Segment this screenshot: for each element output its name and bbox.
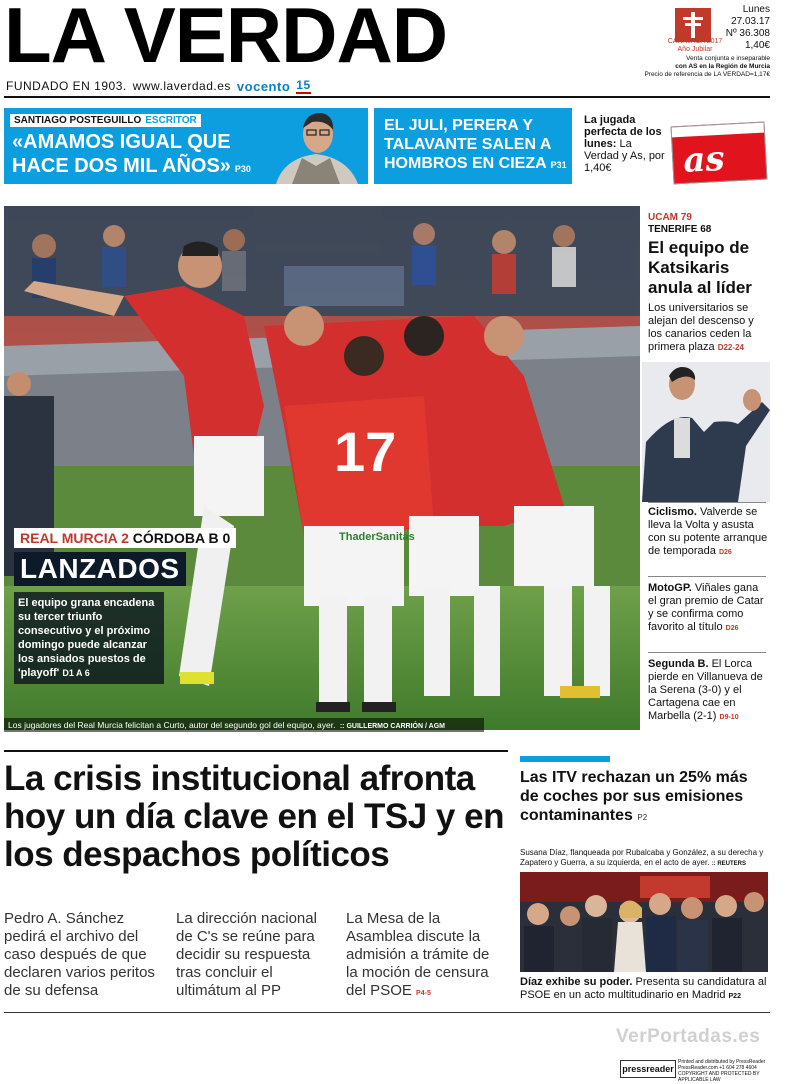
main-column-3[interactable] xyxy=(346,910,504,1003)
brief-text: El Lorca pierde en Villanueva de la Serena (3-0) y el Cartagena cae en Marbella (2-1) xyxy=(648,658,763,722)
itv-headline[interactable] xyxy=(520,768,770,827)
masthead-rule xyxy=(4,96,770,98)
page-ref: P31 xyxy=(550,160,567,170)
jersey-number: 17 xyxy=(334,420,397,483)
promo-interview[interactable] xyxy=(4,108,368,184)
as-logo: as xyxy=(682,138,726,181)
team-away-score: CÓRDOBA B 0 xyxy=(132,530,231,546)
lead-summary xyxy=(14,592,164,684)
edition-number: Nº 36.308 xyxy=(725,28,770,39)
column-text: Pedro A. Sánchez pedirá el archivo del caso después de que declaren varios peritos de su defensa xyxy=(4,910,155,999)
offer-body: La Verdad y As, por 1,40€ xyxy=(584,138,665,174)
promo-headline-text: EL JULI, PERERA Y TALAVANTE SALEN A HOMBROS EN CIEZA xyxy=(384,117,551,172)
match-score xyxy=(14,528,236,548)
photo-credit: :: GUILLERMO CARRIÓN / AGM xyxy=(339,723,445,730)
page-ref: D26 xyxy=(718,549,732,556)
author-role: ESCRITOR xyxy=(145,115,197,126)
column-text: La dirección nacional de C's se reúne para decidir su respuesta tras concluir el ultimátum al PP xyxy=(176,910,317,999)
brief-lead: MotoGP. xyxy=(648,582,692,594)
brief-segunda-b[interactable] xyxy=(648,658,768,724)
brief-text: Valverde se lleva la Volta y asusta con su potente arranque de temporada xyxy=(648,506,768,557)
brief-rule xyxy=(648,576,766,577)
offer-title: La jugada perfecta de los lunes: xyxy=(584,114,662,150)
main-column-1[interactable] xyxy=(4,910,162,1000)
brief-motogp[interactable] xyxy=(648,582,768,635)
basket-text-body: Los universitarios se alejan del descenso y los canarios ceden la primera plaza xyxy=(648,302,754,353)
politics-photo-caption xyxy=(520,848,768,869)
brief-text: Viñales gana el gran premio de Catar y se confirma como favorito al título xyxy=(648,582,764,633)
page-ref: D9-10 xyxy=(719,714,739,721)
author-portrait xyxy=(266,108,366,184)
seal-caption: CARAVACA 2017 Año Jubilar xyxy=(667,38,723,53)
edition-box xyxy=(718,4,770,52)
promo-author-tag xyxy=(10,114,201,127)
coach-photo xyxy=(642,362,770,502)
team-home-score: REAL MURCIA 2 xyxy=(20,530,129,546)
edition-price: 1,40€ xyxy=(744,40,770,51)
page-ref: D1 A 6 xyxy=(62,668,90,678)
basket-team-away: TENERIFE 68 xyxy=(648,224,712,235)
basket-team-home: UCAM 79 xyxy=(648,212,692,223)
pressreader-note: Printed and distributed by PressReader PressReader.com +1 604 278 4604 COPYRIGHT AND PROTECTED BY APPLICABLE LAW xyxy=(678,1059,766,1083)
politics-lead: Díaz exhibe su poder. xyxy=(520,976,633,988)
page-ref: P2 xyxy=(637,813,648,822)
sale-note xyxy=(630,55,770,79)
sale-note-line: Precio de referencia de LA VERDAD=1,17€ xyxy=(644,71,770,78)
photo-credit: :: REUTERS xyxy=(711,860,747,867)
author-name: SANTIAGO POSTEGUILLO xyxy=(14,115,142,126)
sale-note-line: con AS en la Región de Murcia xyxy=(675,63,770,70)
brief-rule xyxy=(648,652,766,653)
itv-accent-bar xyxy=(520,756,610,762)
basket-score xyxy=(648,212,711,236)
masthead-title[interactable]: LA VERDAD xyxy=(4,0,448,79)
promo-as-offer[interactable] xyxy=(580,108,768,184)
main-headline[interactable]: La crisis institucional afronta hoy un día clave en el TSJ y en los despachos políticos xyxy=(4,759,504,874)
pressreader-logo[interactable]: pressreader xyxy=(620,1060,676,1078)
brief-lead: Segunda B. xyxy=(648,658,709,670)
page-ref: P4-5 xyxy=(416,990,431,997)
page-ref: P30 xyxy=(234,164,251,174)
promo-headline xyxy=(12,130,262,181)
brief-cycling[interactable] xyxy=(648,506,768,559)
offer-text xyxy=(584,114,668,174)
page-ref: D26 xyxy=(725,625,739,632)
sale-note-line: Venta conjunta e inseparable xyxy=(686,55,770,62)
politics-body: Presenta su candidatura al PSOE en un acto multitudinario en Madrid xyxy=(520,976,767,1001)
promo-headline-text: «AMAMOS IGUAL QUE HACE DOS MIL AÑOS» xyxy=(12,131,231,177)
brief-rule xyxy=(648,502,766,503)
photo-caption xyxy=(4,718,484,732)
edition-weekday: Lunes xyxy=(742,4,770,15)
politics-text[interactable] xyxy=(520,976,770,1003)
lead-summary-text: El equipo grana encadena su tercer triunfo consecutivo y el próximo domingo puede alcanzar los ansiados puestos de 'playoff' xyxy=(18,597,155,679)
main-rule xyxy=(4,750,508,752)
bottom-rule xyxy=(4,1012,770,1013)
vocento-anniversary: 15 xyxy=(296,78,311,92)
page-ref: D22-24 xyxy=(717,343,744,352)
caption-text: Los jugadores del Real Murcia felicitan a Curto, autor del segundo gol del equipo, ayer. xyxy=(8,720,336,730)
as-newspaper-image xyxy=(671,122,768,185)
brief-lead: Ciclismo. xyxy=(648,506,697,518)
vocento-logo: vocento xyxy=(236,78,291,94)
edition-date: 27.03.17 xyxy=(731,16,770,27)
politics-photo[interactable] xyxy=(520,872,768,972)
jersey-sponsor: ThaderSanitas xyxy=(339,531,415,543)
promo-headline xyxy=(384,116,568,175)
basket-text xyxy=(648,302,768,354)
column-text: La Mesa de la Asamblea discute la admisión a trámite de la moción de censura del PSOE xyxy=(346,910,490,999)
main-column-2[interactable] xyxy=(176,910,334,1000)
caption-text: Susana Díaz, flanqueada por Rubalcaba y González, a su derecha y Zapatero y Guerra, a su izquierda, en el acto de ayer. xyxy=(520,848,764,867)
watermark: VerPortadas.es xyxy=(616,1026,761,1047)
basket-headline[interactable]: El equipo de Katsikaris anula al líder xyxy=(648,238,752,297)
website-link[interactable]: www.laverdad.es xyxy=(132,79,231,93)
lead-headline[interactable]: LANZADOS xyxy=(14,552,186,586)
promo-bullfighting[interactable] xyxy=(374,108,572,184)
founded-line xyxy=(6,78,311,94)
page-ref: P22 xyxy=(728,993,741,1000)
itv-headline-text: Las ITV rechazan un 25% más de coches por sus emisiones contaminantes xyxy=(520,769,748,824)
founded-text: FUNDADO EN 1903. xyxy=(6,79,127,93)
